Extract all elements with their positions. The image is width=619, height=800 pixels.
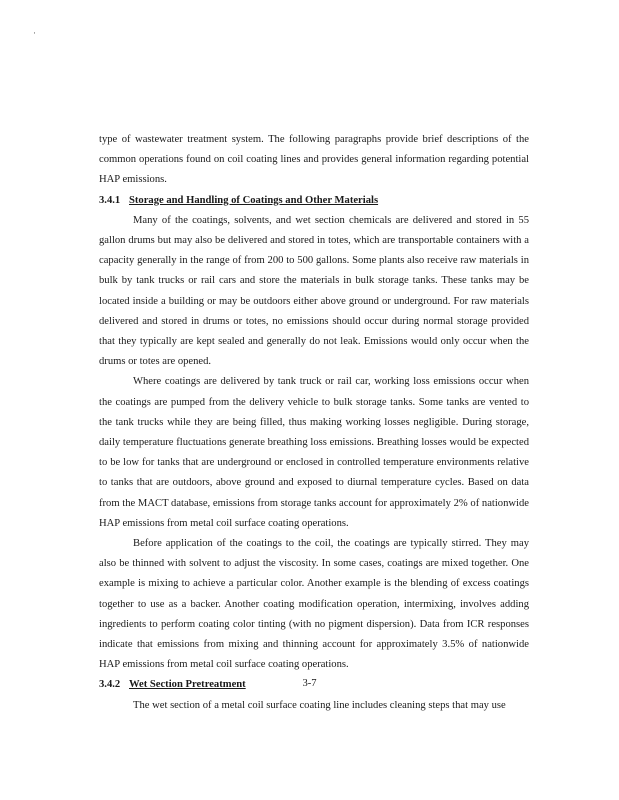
scan-mark: · <box>33 28 36 38</box>
section-title: Wet Section Pretreatment <box>129 679 246 691</box>
paragraph: The wet section of a metal coil surface coating line includes cleaning steps that may use <box>133 699 506 711</box>
section-heading-3-4-1 <box>99 191 529 211</box>
intro-paragraph: type of wastewater treatment system. The following paragraphs provide brief descriptions of the common operations found on coil coating lines and provides general information regarding potential HAP emissions. <box>99 134 529 186</box>
body-text <box>99 130 529 716</box>
paragraph: Before application of the coatings to the coil, the coatings are typically stirred. They may also be thinned with solvent to adjust the viscosity. In some cases, coatings are mixed together. One example is mixing to achieve a particular color. Another example is the blending of excess coatings together to use as a backer. Another coating modification operation, intermixing, involves adding ingredients to perform coating color tinting (with no pigment dispersion). Data from ICR responses indicate that emissions from mixing and thinning account for approximately 3.5% of nationwide HAP emissions from metal coil surface coating operations. <box>99 538 529 671</box>
section-title: Storage and Handling of Coatings and Other Materials <box>129 194 379 206</box>
section-number: 3.4.1 <box>99 194 121 206</box>
page-number: 3-7 <box>302 678 317 689</box>
paragraph: Where coatings are delivered by tank truck or rail car, working loss emissions occur when the coatings are pumped from the delivery vehicle to bulk storage tanks. Some tanks are vented to the tank trucks while they are being filled, thus making working losses negligible. During storage, daily temperature fluctuations generate breathing loss emissions. Breathing losses would be expected to be low for tanks that are underground or enclosed in controlled temperature environments relative to tanks that are outdoors, above ground and exposed to diurnal temperature cycles. Based on data from the MACT database, emissions from storage tanks account for approximately 2% of nationwide HAP emissions from metal coil surface coating operations. <box>99 376 529 529</box>
section-number: 3.4.2 <box>99 679 121 691</box>
paragraph: Many of the coatings, solvents, and wet section chemicals are delivered and stored in 55 gallon drums but may also be delivered and stored in totes, which are transportable containers with a capacity generally in the range of from 200 to 500 gallons. Some plants also receive raw materials in bulk by tank trucks or rail cars and store the materials in bulk storage tanks. These tanks may be located inside a building or may be outdoors either above ground or underground. For raw materials delivered and stored in drums or totes, no emissions should occur during normal storage provided that they typically are kept sealed and generally do not leak. Emissions would only occur when the drums or totes are opened. <box>99 214 529 368</box>
